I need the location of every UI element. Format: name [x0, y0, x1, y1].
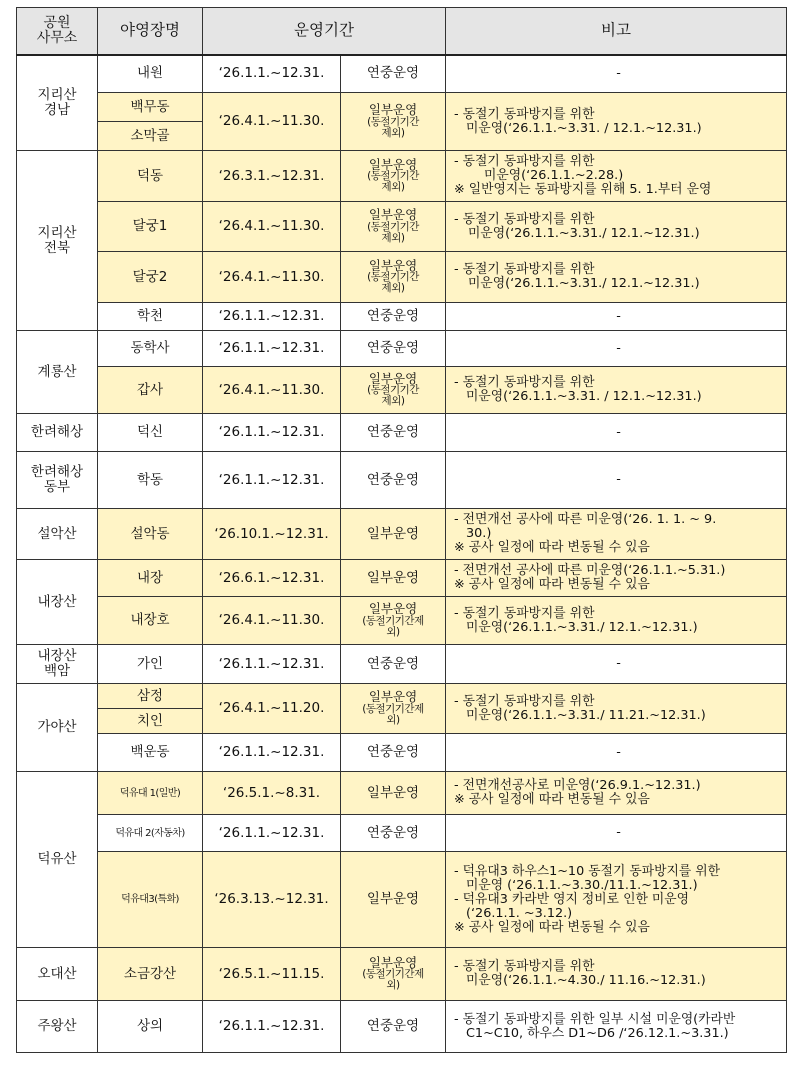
period-dates: ‘26.1.1.~12.31. [203, 331, 341, 367]
period-dates: ‘26.3.1.~12.31. [203, 151, 341, 202]
table-row [17, 252, 787, 303]
operation-type: 일부운영 (동절기기간제 외) [341, 948, 446, 1001]
note-cell: - 덕유대3 하우스1~10 동절기 동파방지를 위한 미운영 (‘26.1.1.~3.30./11.1.~12.31.) - 덕유대3 카라반 영지 정비로 인한 미운영 (‘26.1.1. ~3.12.) ※ 공사 일정에 따라 변동될 수 있음 [446, 852, 787, 948]
table-row [17, 151, 787, 202]
note-cell: - 동절기 동파방지를 위한 미운영(‘26.1.1.~3.31. / 12.1.~12.31.) [446, 93, 787, 151]
note-cell: - 전면개선 공사에 따른 미운영(‘26. 1. 1. ~ 9. 30.) ※ 공사 일정에 따라 변동될 수 있음 [446, 509, 787, 560]
camp-name: 가인 [98, 645, 203, 684]
operation-type: 일부운영 (동절기기간 제외) [341, 252, 446, 303]
camp-name: 백무동 [98, 93, 203, 122]
operation-type: 연중운영 [341, 734, 446, 772]
period-dates: ‘26.5.1.~8.31. [203, 772, 341, 815]
table-row [17, 772, 787, 815]
header-note: 비고 [446, 8, 787, 55]
note-cell: - 동절기 동파방지를 위한 미운영(‘26.1.1.~3.31./ 12.1.~12.31.) [446, 597, 787, 645]
operation-type: 일부운영 [341, 772, 446, 815]
header-office: 공원 사무소 [17, 8, 98, 55]
camp-name: 내장 [98, 560, 203, 597]
table-row [17, 452, 787, 509]
table-row [17, 815, 787, 852]
table-row [17, 367, 787, 414]
table-row [17, 560, 787, 597]
operation-table [16, 7, 787, 1053]
operation-type: 일부운영 [341, 560, 446, 597]
camp-name: 설악동 [98, 509, 203, 560]
operation-type: 일부운영 (동절기기간제 외) [341, 684, 446, 734]
period-dates: ‘26.5.1.~11.15. [203, 948, 341, 1001]
office-cell: 계룡산 [17, 331, 98, 414]
period-dates: ‘26.3.13.~12.31. [203, 852, 341, 948]
camp-name: 학동 [98, 452, 203, 509]
camp-name: 상의 [98, 1001, 203, 1053]
office-cell: 설악산 [17, 509, 98, 560]
office-cell: 내장산 백암 [17, 645, 98, 684]
period-dates: ‘26.6.1.~12.31. [203, 560, 341, 597]
table-row [17, 645, 787, 684]
table-row [17, 597, 787, 645]
operation-type: 연중운영 [341, 331, 446, 367]
period-dates: ‘26.10.1.~12.31. [203, 509, 341, 560]
table-row [17, 55, 787, 93]
camp-name: 달궁1 [98, 202, 203, 252]
table-row [17, 1001, 787, 1053]
operation-type: 연중운영 [341, 55, 446, 93]
period-dates: ‘26.4.1.~11.30. [203, 202, 341, 252]
camp-name: 덕유대 1(일반) [98, 772, 203, 815]
office-cell: 가야산 [17, 684, 98, 772]
table-row [17, 734, 787, 772]
table-row [17, 852, 787, 948]
period-dates: ‘26.1.1.~12.31. [203, 303, 341, 331]
period-dates: ‘26.4.1.~11.20. [203, 684, 341, 734]
table-row [17, 303, 787, 331]
operation-type: 연중운영 [341, 414, 446, 452]
camp-name: 학천 [98, 303, 203, 331]
table-row [17, 331, 787, 367]
period-dates: ‘26.1.1.~12.31. [203, 1001, 341, 1053]
camp-name: 치인 [98, 709, 203, 734]
note-cell: - 동절기 동파방지를 위한 미운영(‘26.1.1.~3.31./ 12.1.~12.31.) [446, 202, 787, 252]
camp-name: 덕동 [98, 151, 203, 202]
note-cell: - [446, 452, 787, 509]
camp-name: 덕신 [98, 414, 203, 452]
office-cell: 주왕산 [17, 1001, 98, 1053]
office-cell: 덕유산 [17, 772, 98, 948]
note-cell: - 동절기 동파방지를 위한 미운영(‘26.1.1.~2.28.) ※ 일반영지는 동파방지를 위해 5. 1.부터 운영 [446, 151, 787, 202]
period-dates: ‘26.1.1.~12.31. [203, 55, 341, 93]
note-cell: - 전면개선공사로 미운영(‘26.9.1.~12.31.) ※ 공사 일정에 따라 변동될 수 있음 [446, 772, 787, 815]
table-row [17, 414, 787, 452]
table-row [17, 684, 787, 709]
office-cell: 지리산 전북 [17, 151, 98, 331]
note-cell: - 동절기 동파방지를 위한 미운영(‘26.1.1.~4.30./ 11.16.~12.31.) [446, 948, 787, 1001]
header-period: 운영기간 [203, 8, 446, 55]
camp-name: 달궁2 [98, 252, 203, 303]
camp-name: 백운동 [98, 734, 203, 772]
header-row [17, 8, 787, 55]
table-row [17, 202, 787, 252]
operation-type: 일부운영 (동절기기간 제외) [341, 93, 446, 151]
note-cell: - [446, 734, 787, 772]
period-dates: ‘26.4.1.~11.30. [203, 93, 341, 151]
office-cell: 내장산 [17, 560, 98, 645]
note-cell: - [446, 55, 787, 93]
table-row [17, 93, 787, 122]
operation-type: 연중운영 [341, 815, 446, 852]
period-dates: ‘26.4.1.~11.30. [203, 597, 341, 645]
header-camp: 야영장명 [98, 8, 203, 55]
note-cell: - [446, 331, 787, 367]
operation-type: 연중운영 [341, 303, 446, 331]
note-cell: - [446, 645, 787, 684]
camp-name: 덕유대3(특화) [98, 852, 203, 948]
camp-name: 동학사 [98, 331, 203, 367]
operation-type: 일부운영 [341, 852, 446, 948]
table-row [17, 948, 787, 1001]
campsite-schedule [16, 7, 787, 1053]
note-cell: - 동절기 동파방지를 위한 미운영(‘26.1.1.~3.31./ 11.21.~12.31.) [446, 684, 787, 734]
note-cell: - 전면개선 공사에 따른 미운영(‘26.1.1.~5.31.) ※ 공사 일정에 따라 변동될 수 있음 [446, 560, 787, 597]
operation-type: 일부운영 [341, 509, 446, 560]
camp-name: 덕유대 2(자동차) [98, 815, 203, 852]
operation-type: 일부운영 (동절기기간 제외) [341, 151, 446, 202]
period-dates: ‘26.1.1.~12.31. [203, 452, 341, 509]
period-dates: ‘26.4.1.~11.30. [203, 252, 341, 303]
operation-type: 일부운영 (동절기기간제 외) [341, 597, 446, 645]
table-row [17, 509, 787, 560]
note-cell: - [446, 815, 787, 852]
camp-name: 소막골 [98, 122, 203, 151]
note-cell: - 동절기 동파방지를 위한 미운영(‘26.1.1.~3.31./ 12.1.~12.31.) [446, 252, 787, 303]
operation-type: 연중운영 [341, 452, 446, 509]
operation-type: 일부운영 (동절기기간 제외) [341, 202, 446, 252]
note-cell: - [446, 414, 787, 452]
office-cell: 한려해상 [17, 414, 98, 452]
operation-type: 연중운영 [341, 645, 446, 684]
camp-name: 내장호 [98, 597, 203, 645]
operation-type: 일부운영 (동절기기간 제외) [341, 367, 446, 414]
camp-name: 소금강산 [98, 948, 203, 1001]
period-dates: ‘26.1.1.~12.31. [203, 815, 341, 852]
office-cell: 오대산 [17, 948, 98, 1001]
note-cell: - 동절기 동파방지를 위한 일부 시설 미운영(카라반 C1~C10, 하우스 D1~D6 /‘26.12.1.~3.31.) [446, 1001, 787, 1053]
camp-name: 갑사 [98, 367, 203, 414]
operation-type: 연중운영 [341, 1001, 446, 1053]
camp-name: 삼정 [98, 684, 203, 709]
note-cell: - 동절기 동파방지를 위한 미운영(‘26.1.1.~3.31. / 12.1.~12.31.) [446, 367, 787, 414]
office-cell: 한려해상 동부 [17, 452, 98, 509]
period-dates: ‘26.1.1.~12.31. [203, 734, 341, 772]
camp-name: 내원 [98, 55, 203, 93]
period-dates: ‘26.1.1.~12.31. [203, 414, 341, 452]
period-dates: ‘26.4.1.~11.30. [203, 367, 341, 414]
note-cell: - [446, 303, 787, 331]
office-cell: 지리산 경남 [17, 55, 98, 151]
period-dates: ‘26.1.1.~12.31. [203, 645, 341, 684]
